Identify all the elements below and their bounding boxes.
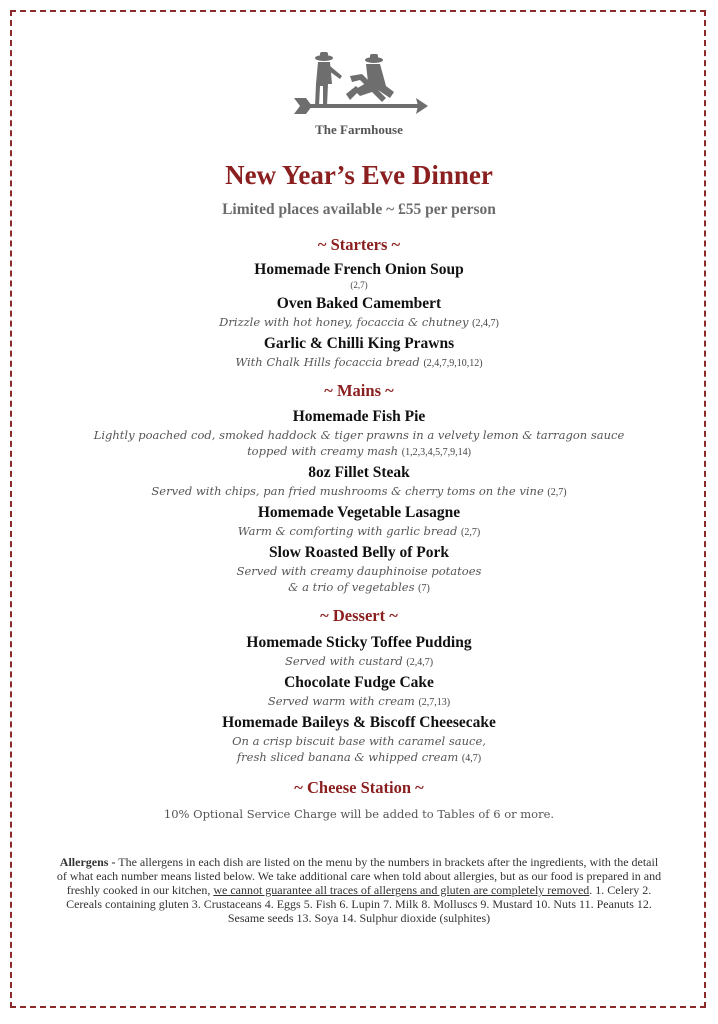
allergen-codes: (2,7,13) xyxy=(418,697,451,708)
allergens-notice xyxy=(56,855,662,925)
starters-heading: ~ Starters ~ xyxy=(317,235,401,254)
description-text: topped with creamy mash xyxy=(247,444,399,458)
menu-item-description xyxy=(0,443,718,461)
allergens-list: . 1. Celery 2. Cereals containing gluten 3. Crustaceans 4. Eggs 5. Fish 6. Lupin 7. Milk 8. Molluscs 9. Mustard 10. Nuts 11. Peanuts 12. Sesame seeds 13. Soya 14. Sulphur dioxide (sulphites) xyxy=(66,883,652,925)
menu-item-name: Homemade Vegetable Lasagne xyxy=(257,504,461,521)
mains-section xyxy=(0,380,718,597)
allergen-codes: (1,2,3,4,5,7,9,14) xyxy=(401,447,471,458)
description-text: & a trio of vegetables xyxy=(288,580,415,594)
description-text: Served warm with cream xyxy=(267,694,415,708)
menu-item-name: Oven Baked Camembert xyxy=(276,295,442,312)
description-text: Warm & comforting with garlic bread xyxy=(237,524,458,538)
mains-heading: ~ Mains ~ xyxy=(324,381,394,400)
menu-item-description: On a crisp biscuit base with caramel sauce, xyxy=(232,734,486,748)
allergen-codes: (7) xyxy=(418,583,430,594)
description-text: With Chalk Hills focaccia bread xyxy=(235,355,420,369)
cheese-heading: ~ Cheese Station ~ xyxy=(294,778,424,797)
cheese-section xyxy=(0,777,718,799)
allergens-label: Allergens - xyxy=(59,855,116,869)
menu-item-description xyxy=(0,693,718,711)
restaurant-name: The Farmhouse xyxy=(315,122,403,137)
service-charge-note: 10% Optional Service Charge will be added to Tables of 6 or more. xyxy=(163,807,555,821)
menu-item-name: Homemade Baileys & Biscoff Cheesecake xyxy=(222,714,496,731)
page-subtitle: Limited places available ~ £55 per person xyxy=(222,201,496,218)
starters-section xyxy=(0,234,718,372)
description-text: Served with custard xyxy=(284,654,403,668)
menu-item-description: Served with creamy dauphinoise potatoes xyxy=(236,564,482,578)
menu-item-description xyxy=(0,653,718,671)
menu-item-name: Garlic & Chilli King Prawns xyxy=(263,335,455,352)
allergen-codes: (2,7) xyxy=(350,280,368,290)
dessert-heading: ~ Dessert ~ xyxy=(320,606,398,625)
menu-item-description xyxy=(0,314,718,332)
description-text: Served with chips, pan fried mushrooms & cherry toms on the vine xyxy=(151,484,544,498)
menu-item-name: Homemade Sticky Toffee Pudding xyxy=(246,634,472,651)
allergen-codes: (2,4,7,9,10,12) xyxy=(423,358,483,369)
description-text: Drizzle with hot honey, focaccia & chutney xyxy=(219,315,469,329)
allergens-intro: The allergens in each dish are listed on the menu by the numbers in brackets after the ingredients, with the detail of what each number means listed below. We take additional care when told about allergies, but as our food is prepared in and freshly cooked in our kitchen, xyxy=(56,855,662,897)
allergen-codes: (2,7) xyxy=(461,527,481,538)
menu-item-name: Chocolate Fudge Cake xyxy=(284,674,434,691)
menu-item-name: 8oz Fillet Steak xyxy=(308,464,410,481)
menu-item-description xyxy=(0,483,718,501)
allergen-codes: (2,7) xyxy=(547,487,567,498)
menu-item-description xyxy=(0,523,718,541)
page-title: New Year’s Eve Dinner xyxy=(225,160,493,190)
menu-item-description xyxy=(0,749,718,767)
menu-item-name: Homemade Fish Pie xyxy=(292,408,426,425)
menu-item-description: Lightly poached cod, smoked haddock & tiger prawns in a velvety lemon & tarragon sauce xyxy=(93,428,625,442)
allergens-warning: we cannot guarantee all traces of allergens and gluten are completely removed xyxy=(213,883,590,897)
allergen-codes: (4,7) xyxy=(461,753,482,764)
menu-item-name: Homemade French Onion Soup xyxy=(254,261,464,278)
allergen-codes: (2,4,7) xyxy=(472,318,499,329)
description-text: fresh sliced banana & whipped cream xyxy=(236,750,459,764)
menu-item-description xyxy=(0,579,718,597)
weathervane-farmer-icon xyxy=(290,46,430,118)
menu-item-description xyxy=(0,354,718,372)
allergen-codes: (2,4,7) xyxy=(406,657,434,668)
menu-item-name: Slow Roasted Belly of Pork xyxy=(269,544,449,561)
dessert-section xyxy=(0,605,718,767)
